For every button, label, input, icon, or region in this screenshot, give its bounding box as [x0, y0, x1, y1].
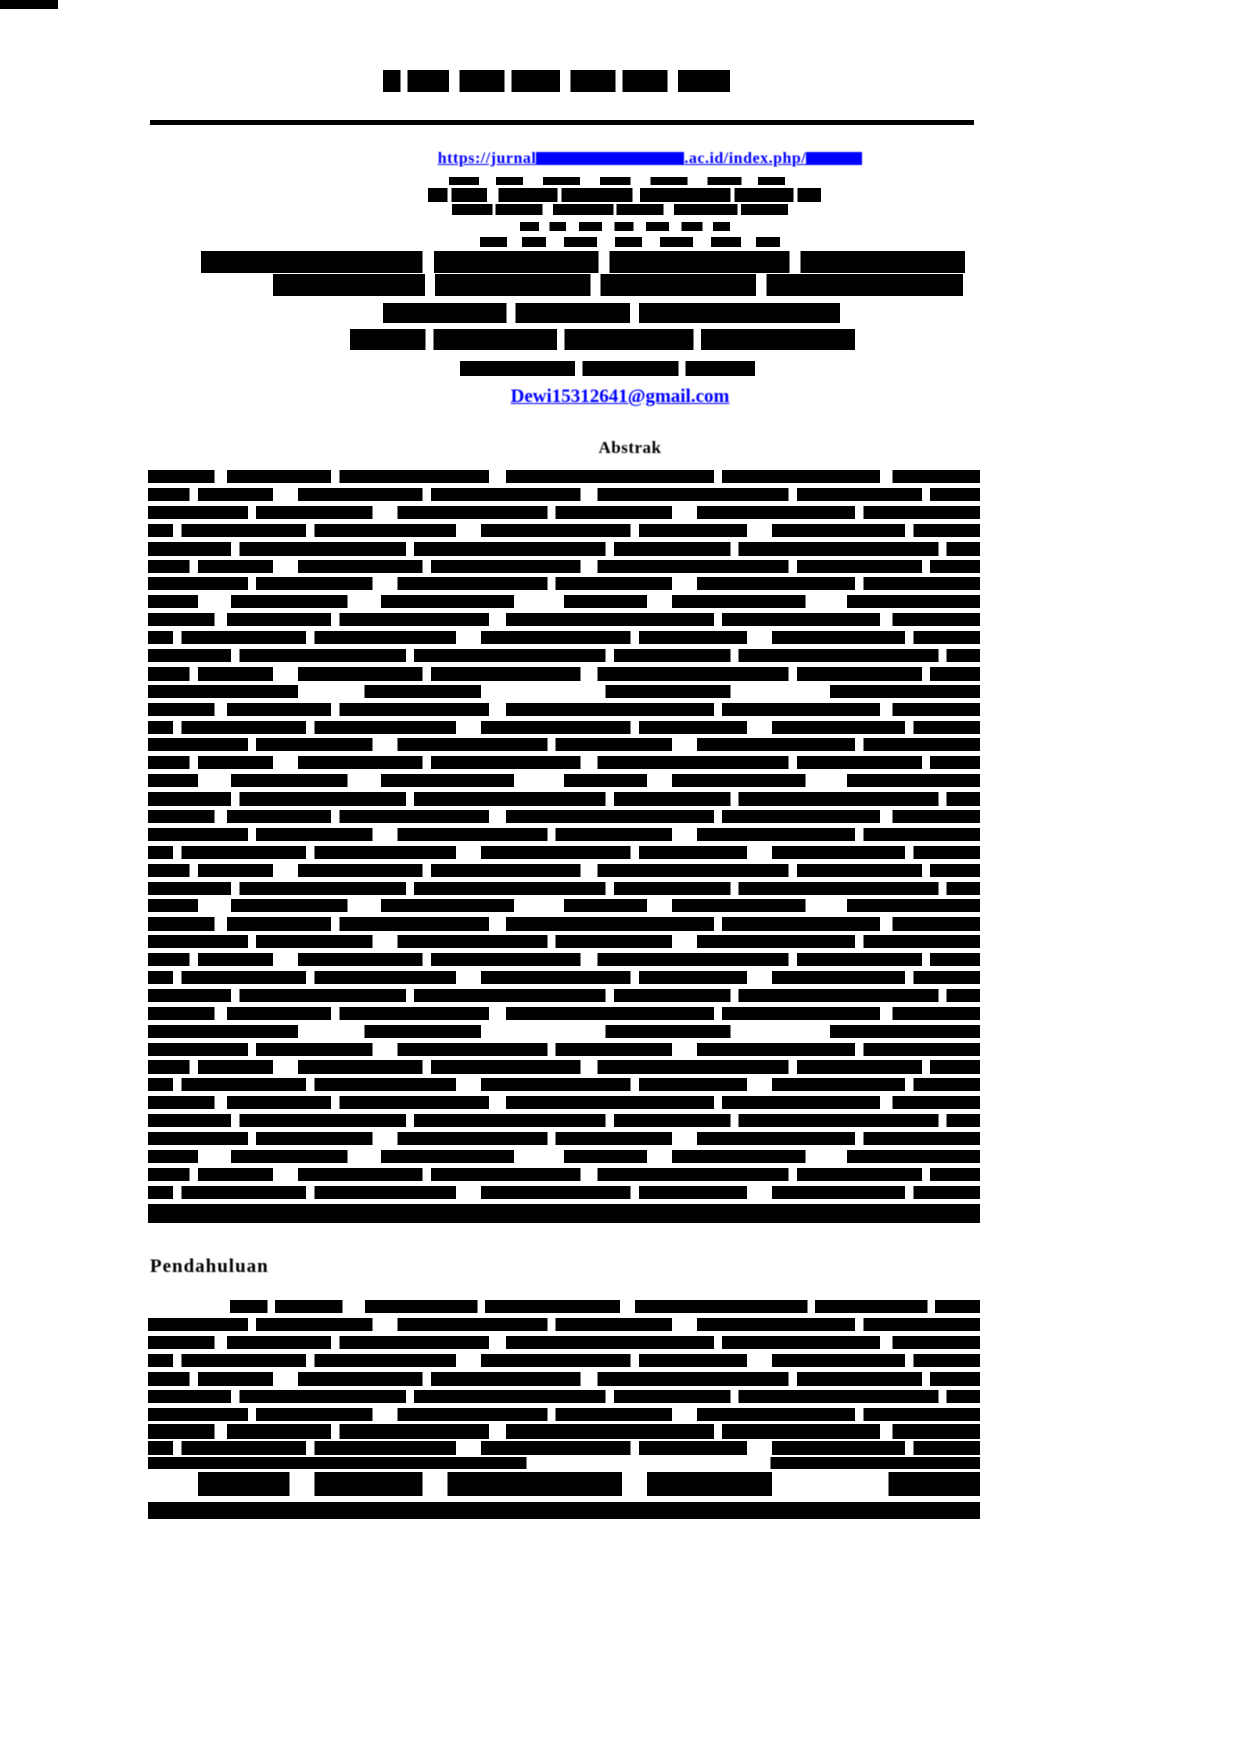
abstract-line: [148, 1168, 980, 1181]
abstract-line: [148, 1078, 980, 1091]
introduction-heading: Pendahuluan: [150, 1256, 269, 1277]
abstract-line: [148, 1150, 980, 1163]
abstract-line: [148, 1007, 980, 1020]
article-title-line: [201, 251, 965, 273]
intro-line: [148, 1472, 980, 1496]
abstract-line: [148, 882, 980, 895]
abstract-line: [148, 577, 980, 590]
abstract-line: [148, 792, 980, 806]
masthead-line: [452, 204, 788, 215]
abstract-line: [148, 971, 980, 984]
abstract-line: [148, 542, 980, 556]
intro-line: [148, 1336, 980, 1349]
abstract-line: [148, 864, 980, 877]
abstract-line: [148, 917, 980, 931]
affiliation-line: [460, 361, 755, 376]
intro-line: [148, 1318, 980, 1331]
abstract-line: [148, 470, 980, 483]
intro-line: [148, 1408, 980, 1421]
journal-header-bar: [383, 70, 730, 92]
masthead-line: [520, 222, 730, 231]
intro-line: [148, 1441, 980, 1455]
url-redacted-segment: [806, 152, 862, 165]
abstract-line: [148, 1025, 980, 1038]
abstract-line: [148, 631, 980, 644]
abstract-line: [148, 953, 980, 966]
intro-line: [148, 1424, 980, 1439]
abstract-line: [148, 1043, 980, 1056]
abstract-line: [148, 685, 980, 698]
affiliation-line: [350, 329, 855, 350]
abstract-heading: Abstrak: [598, 438, 662, 457]
journal-url-mid: .ac.id/index.php/: [684, 150, 807, 167]
abstract-line: [148, 1060, 980, 1074]
abstract-line: [148, 846, 980, 859]
header-rule: [150, 120, 974, 125]
abstract-line: [148, 989, 980, 1002]
abstract-line: [148, 595, 980, 608]
keywords-bar: [148, 1204, 980, 1223]
intro-final-bar: [148, 1502, 980, 1519]
abstract-line: [148, 1186, 980, 1199]
abstract-line: [148, 703, 980, 716]
abstract-line: [148, 1114, 980, 1127]
intro-line: [148, 1457, 980, 1469]
abstract-line: [148, 1132, 980, 1145]
masthead-line: [428, 188, 821, 202]
intro-line: [148, 1390, 980, 1403]
intro-line: [148, 1372, 980, 1386]
abstract-line: [148, 524, 980, 537]
abstract-line: [148, 828, 980, 841]
masthead-line: [449, 177, 785, 185]
abstract-line: [148, 756, 980, 769]
abstract-line: [148, 935, 980, 948]
author-email-link[interactable]: Dewi15312641@gmail.com: [510, 386, 730, 407]
abstract-line: [148, 738, 980, 751]
abstract-line: [148, 488, 980, 501]
abstract-line: [148, 721, 980, 734]
intro-line-indented: [230, 1300, 980, 1313]
abstract-line: [148, 560, 980, 573]
abstract-line: [148, 649, 980, 662]
abstract-line: [148, 774, 980, 787]
authors-line: [383, 303, 840, 323]
abstract-line: [148, 613, 980, 626]
abstract-line: [148, 1096, 980, 1109]
title-fragment-line: [480, 237, 780, 247]
url-redacted-segment: [536, 152, 684, 165]
abstract-line: [148, 810, 980, 823]
abstract-line: [148, 667, 980, 681]
article-title-line: [273, 274, 963, 296]
abstract-line: [148, 506, 980, 519]
journal-url-prefix: https://jurnal: [437, 150, 537, 167]
abstract-line: [148, 899, 980, 912]
scan-artifact-top-left: [0, 0, 58, 9]
journal-url-link[interactable]: [434, 150, 866, 168]
intro-line: [148, 1354, 980, 1367]
